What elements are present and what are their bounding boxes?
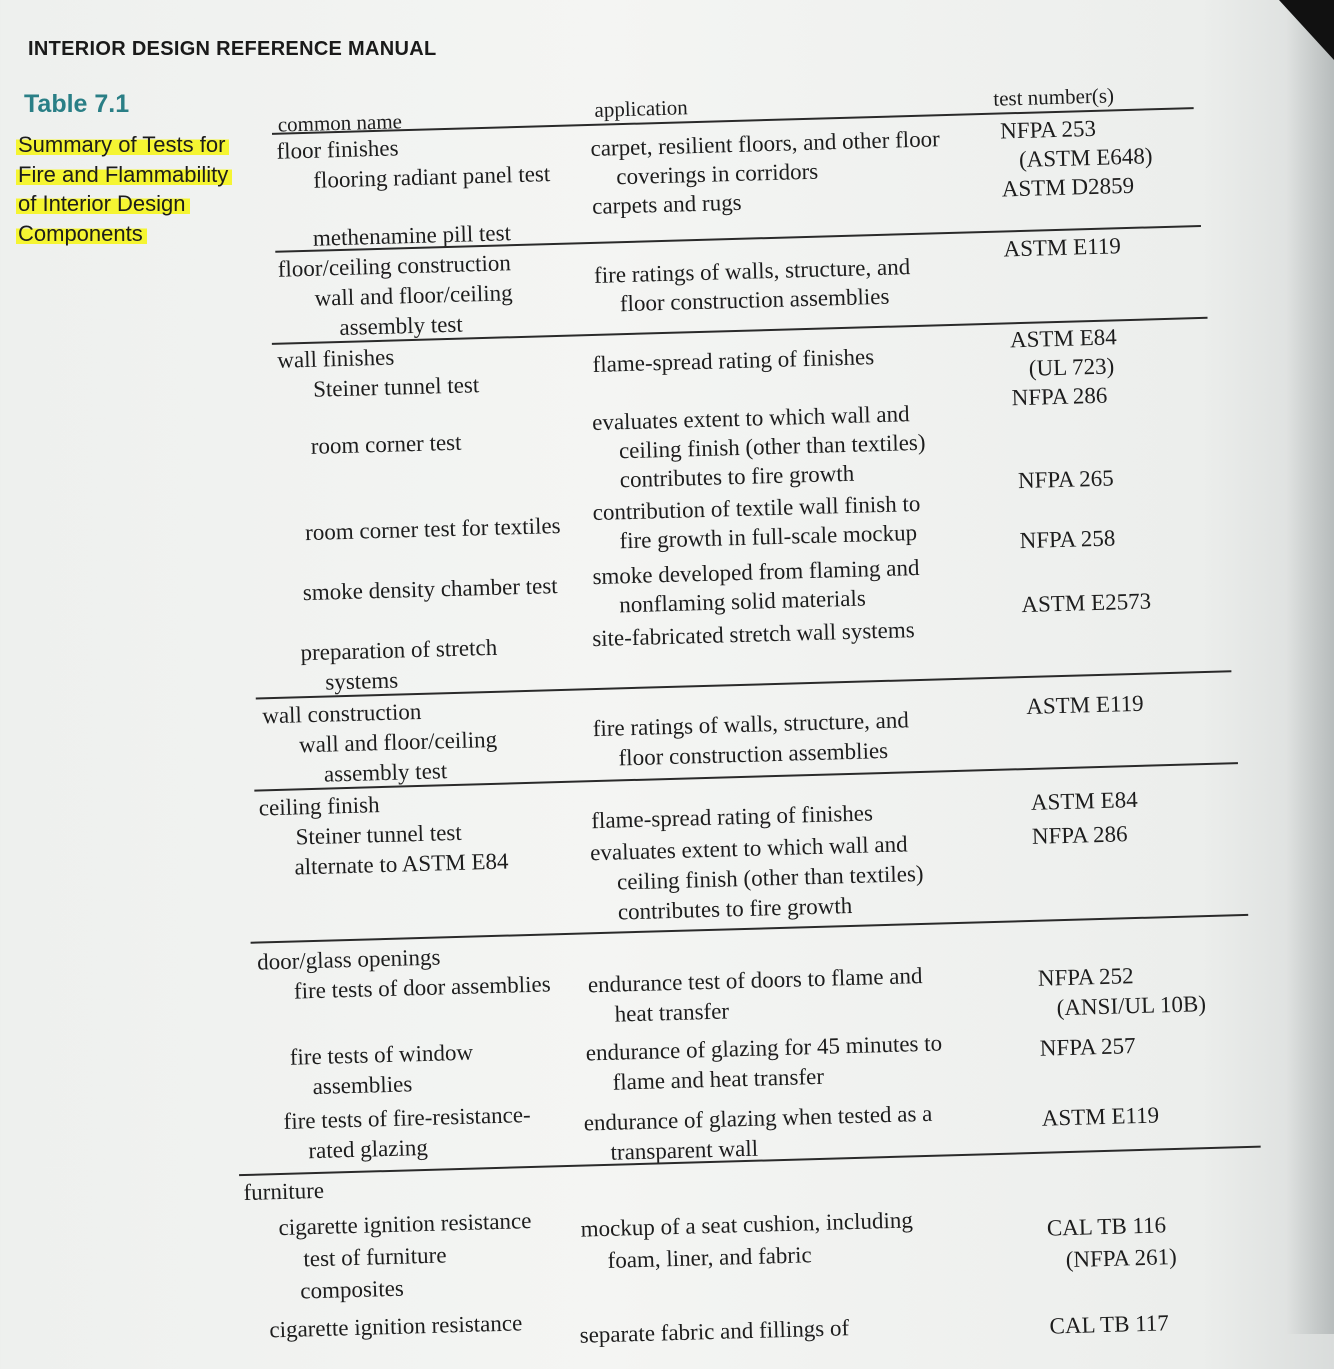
test-name: fire tests of door assemblies	[293, 971, 551, 1004]
test-application: site-fabricated stretch wall systems	[591, 617, 915, 652]
test-application: flame and heat transfer	[612, 1063, 825, 1095]
test-name: cigarette ignition resistance	[269, 1310, 523, 1343]
test-number: ASTM E119	[1003, 233, 1122, 262]
test-number: NFPA 286	[1011, 382, 1108, 411]
caption-line: Summary of Tests for	[16, 132, 229, 157]
test-application: heat transfer	[614, 998, 730, 1027]
test-name: Steiner tunnel test	[295, 819, 463, 850]
table-number: Table 7.1	[24, 90, 130, 118]
test-name: cigarette ignition resistance	[278, 1208, 532, 1241]
caption-line: Components	[16, 221, 147, 246]
test-application: separate fabric and fillings of	[579, 1315, 850, 1348]
caption-line: Fire and Flammability	[16, 162, 232, 187]
test-name: methenamine pill test	[312, 220, 512, 251]
test-name: fire tests of fire-resistance-	[283, 1102, 531, 1134]
test-number: NFPA 257	[1039, 1033, 1136, 1061]
section-wall-finishes: wall finishes	[276, 344, 395, 373]
section-ceiling-finish: ceiling finish	[258, 792, 380, 821]
test-name: assembly test	[323, 758, 448, 787]
test-application: floor construction assemblies	[618, 737, 889, 771]
test-number: NFPA 252	[1037, 963, 1134, 991]
test-name: composites	[299, 1275, 405, 1304]
test-name: room corner test	[310, 429, 462, 459]
test-application: evaluates extent to which wall and	[589, 831, 908, 866]
test-application: transparent wall	[610, 1135, 759, 1165]
test-name: alternate to ASTM E84	[294, 848, 509, 880]
section-furniture: furniture	[243, 1177, 325, 1206]
test-application: flame-spread rating of finishes	[592, 344, 875, 377]
test-name: systems	[324, 667, 399, 695]
test-number: ASTM E119	[1041, 1102, 1160, 1131]
test-application: foam, liner, and fabric	[607, 1242, 812, 1273]
test-number: ASTM E2573	[1021, 588, 1152, 618]
test-number: ASTM E84	[1030, 786, 1138, 815]
test-number: CAL TB 116	[1046, 1212, 1167, 1241]
test-number: CAL TB 117	[1049, 1310, 1170, 1339]
test-application: flame-spread rating of finishes	[590, 800, 874, 834]
test-application: endurance of glazing when tested as a	[583, 1100, 933, 1136]
section-floor-ceiling: floor/ceiling construction	[277, 250, 512, 282]
test-name: room corner test for textiles	[304, 512, 561, 546]
test-name: assemblies	[312, 1071, 413, 1100]
test-number: ASTM E84	[1009, 324, 1118, 353]
test-application: carpets and rugs	[591, 189, 742, 219]
test-name: preparation of stretch	[300, 634, 498, 666]
test-name: flooring radiant panel test	[312, 161, 551, 193]
page-header: INTERIOR DESIGN REFERENCE MANUAL	[28, 38, 437, 60]
test-application: evaluates extent to which wall and	[591, 401, 910, 436]
test-name: test of furniture	[303, 1242, 447, 1272]
column-header-application: application	[594, 95, 689, 122]
test-application: endurance of glazing for 45 minutes to	[585, 1030, 943, 1066]
test-application: nonflaming solid materials	[618, 585, 867, 618]
test-application: coverings in corridors	[615, 158, 819, 190]
section-door-glass: door/glass openings	[256, 944, 441, 975]
test-number: (NFPA 261)	[1065, 1244, 1178, 1273]
test-number: NFPA 265	[1017, 465, 1114, 494]
caption-line: of Interior Design	[16, 191, 190, 216]
test-application: contribution of textile wall finish to	[592, 490, 921, 526]
test-application: contributes to fire growth	[617, 892, 853, 925]
test-name: wall and floor/ceiling	[298, 726, 498, 758]
test-name: Steiner tunnel test	[312, 372, 480, 402]
test-application: ceiling finish (other than textiles)	[618, 429, 926, 464]
test-application: carpet, resilient floors, and other floor	[590, 126, 941, 161]
test-application: contributes to fire growth	[619, 460, 855, 493]
test-name: wall and floor/ceiling	[314, 280, 513, 311]
test-number: ASTM E119	[1025, 690, 1144, 720]
test-number: NFPA 286	[1031, 821, 1128, 849]
test-number: (UL 723)	[1028, 353, 1115, 381]
test-number: ASTM D2859	[1001, 172, 1135, 202]
test-application: endurance test of doors to flame and	[587, 963, 923, 998]
test-number: (ANSI/UL 10B)	[1056, 991, 1207, 1021]
test-application: fire ratings of walls, structure, and	[593, 254, 911, 288]
test-application: mockup of a seat cushion, including	[580, 1207, 914, 1242]
test-application: smoke developed from flaming and	[592, 554, 920, 590]
test-number: NFPA 253	[999, 115, 1097, 144]
test-number: NFPA 258	[1019, 525, 1116, 554]
column-header-name: common name	[277, 109, 403, 137]
test-name: rated glazing	[308, 1134, 429, 1164]
section-floor-finishes: floor finishes	[276, 135, 399, 164]
test-application: floor construction assemblies	[619, 283, 890, 317]
test-application: fire ratings of walls, structure, and	[592, 707, 910, 742]
test-name: assembly test	[339, 311, 464, 341]
test-application: ceiling finish (other than textiles)	[616, 860, 924, 895]
column-header-tests: test number(s)	[992, 83, 1115, 111]
test-name: fire tests of window	[289, 1039, 474, 1070]
test-application: fire growth in full-scale mockup	[619, 519, 918, 554]
test-name: smoke density chamber test	[302, 573, 558, 606]
test-number: (ASTM E648)	[1018, 143, 1153, 172]
section-wall-construction: wall construction	[261, 698, 422, 729]
